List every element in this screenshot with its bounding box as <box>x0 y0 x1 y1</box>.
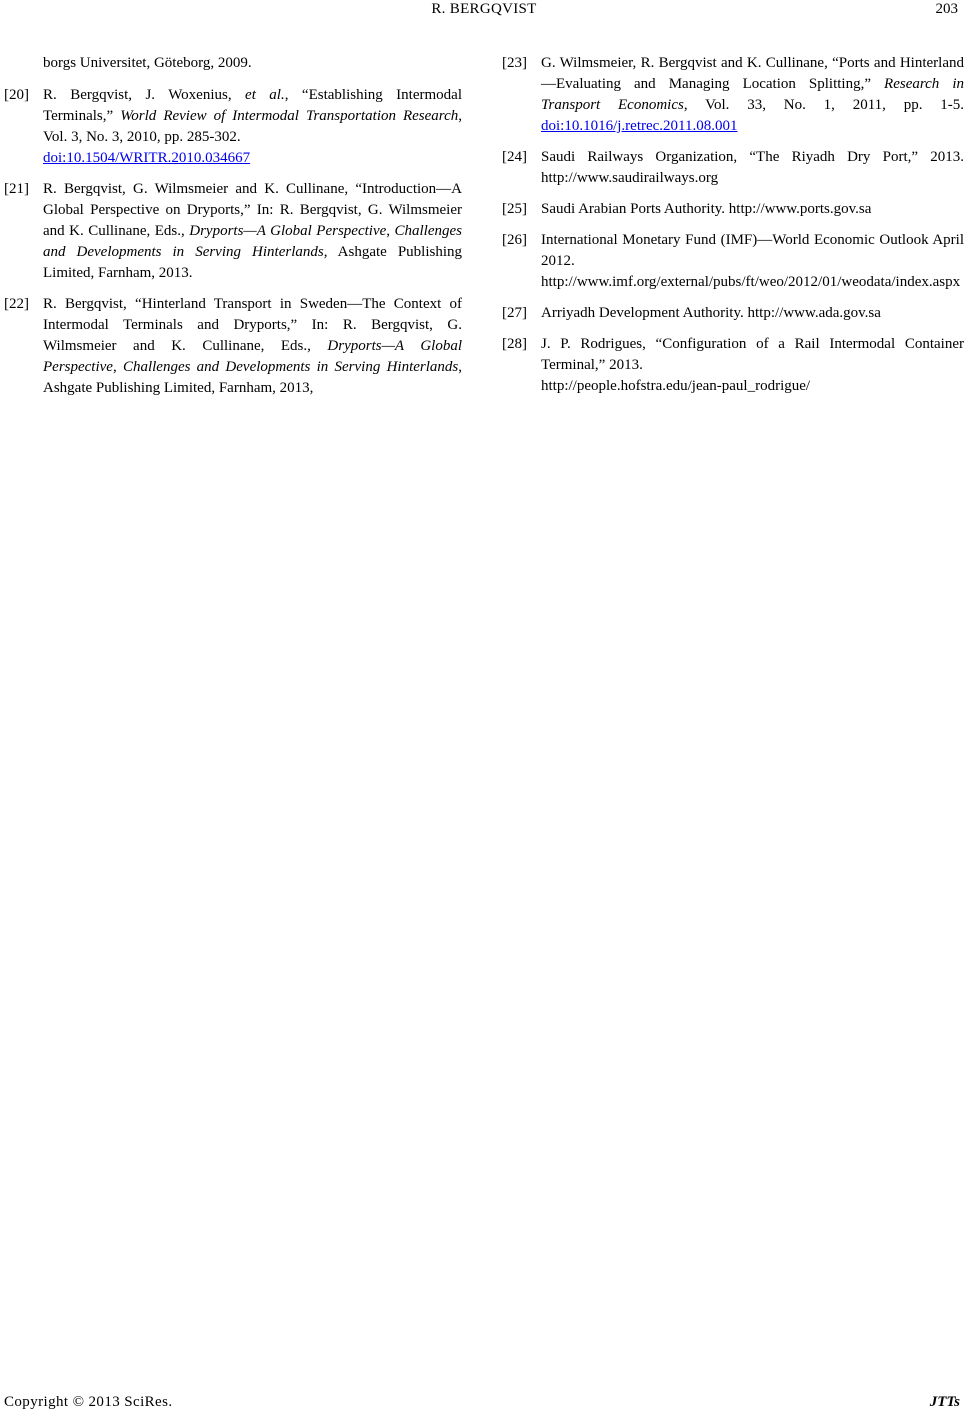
journal-name: JTTs <box>929 1394 960 1410</box>
reference-number: [24] <box>502 149 527 165</box>
reference-20 <box>4 85 462 169</box>
reference-text: Arriyadh Development Authority. http://www.ada.gov.sa <box>541 305 881 321</box>
reference-text: Saudi Arabian Ports Authority. http://www.ports.gov.sa <box>541 201 872 217</box>
reference-26 <box>502 230 964 293</box>
reference-book-title: Dryports—A Global Perspective <box>43 338 462 375</box>
reference-url: http://www.imf.org/external/pubs/ft/weo/2012/01/weodata/index.aspx <box>541 274 961 290</box>
reference-text: R. Bergqvist, G. Wilmsmeier and K. Cullinane, “Introduction—A Global Perspective on Dryports,” In: R. Bergqvist, G. Wilmsmeier and K. Cullinane, Eds., <box>43 181 462 239</box>
left-column <box>4 53 462 409</box>
reference-text: Saudi Railways Organization, “The Riyadh Dry Port,” 2013. http://www.saudirailways.org <box>541 149 964 186</box>
page-number: 203 <box>935 1 958 17</box>
reference-details: , Vol. 3, No. 3, 2010, pp. 285-302. <box>43 108 462 145</box>
reference-25 <box>502 199 964 220</box>
reference-journal: Research in Transport Economics <box>541 76 965 113</box>
reference-number: [22] <box>4 296 29 312</box>
reference-28 <box>502 334 964 397</box>
reference-separator: , <box>112 359 123 375</box>
reference-27 <box>502 303 964 324</box>
reference-continuation <box>4 53 462 74</box>
reference-text: G. Wilmsmeier, R. Bergqvist and K. Cullinane, “Ports and Hinterland—Evaluating and Managing Location Splitting,” <box>541 55 964 92</box>
reference-book-title: Dryports—A Global Perspective <box>189 223 387 239</box>
reference-24 <box>502 147 964 189</box>
copyright-notice: Copyright © 2013 SciRes. <box>4 1394 173 1410</box>
reference-number: [25] <box>502 201 527 217</box>
reference-text: International Monetary Fund (IMF)—World Economic Outlook April 2012. <box>541 232 964 269</box>
running-head: R. BERGQVIST <box>431 1 537 17</box>
reference-details: , Vol. 33, No. 1, 2011, pp. 1-5. <box>683 97 964 113</box>
reference-separator: , <box>386 223 395 239</box>
reference-authors: R. Bergqvist, J. Woxenius, <box>43 87 246 103</box>
reference-number: [20] <box>4 87 29 103</box>
reference-number: [23] <box>502 55 527 71</box>
reference-23 <box>502 53 964 137</box>
reference-book-subtitle: Challenges and Developments in Serving Hinterlands <box>122 359 459 375</box>
doi-link[interactable]: doi:10.1016/j.retrec.2011.08.001 <box>541 118 738 134</box>
doi-link[interactable]: doi:10.1504/WRITR.2010.034667 <box>43 150 251 166</box>
reference-22 <box>4 294 462 399</box>
reference-21 <box>4 179 462 284</box>
reference-number: [27] <box>502 305 527 321</box>
reference-journal: World Review of Intermodal Transportation Research <box>120 108 459 124</box>
reference-number: [28] <box>502 336 527 352</box>
reference-title: , “Establishing Intermodal Terminals,” <box>43 87 462 124</box>
right-column <box>502 53 964 407</box>
reference-url: http://people.hofstra.edu/jean-paul_rodrigue/ <box>541 378 811 394</box>
reference-details: , Ashgate Publishing Limited, Farnham, 2013. <box>43 244 462 281</box>
reference-number: [26] <box>502 232 527 248</box>
reference-text: borgs Universitet, Göteborg, 2009. <box>43 55 252 71</box>
reference-details: , Ashgate Publishing Limited, Farnham, 2013, <box>43 359 462 396</box>
reference-number: [21] <box>4 181 29 197</box>
reference-etal: et al. <box>245 87 285 103</box>
reference-book-subtitle: Challenges and Developments in Serving Hinterlands <box>43 223 462 260</box>
reference-text: R. Bergqvist, “Hinterland Transport in Sweden—The Context of Intermodal Terminals and Dryports,” In: R. Bergqvist, G. Wilmsmeier and K. Cullinane, Eds., <box>43 296 462 354</box>
reference-text: J. P. Rodrigues, “Configuration of a Rail Intermodal Container Terminal,” 2013. <box>541 336 964 373</box>
